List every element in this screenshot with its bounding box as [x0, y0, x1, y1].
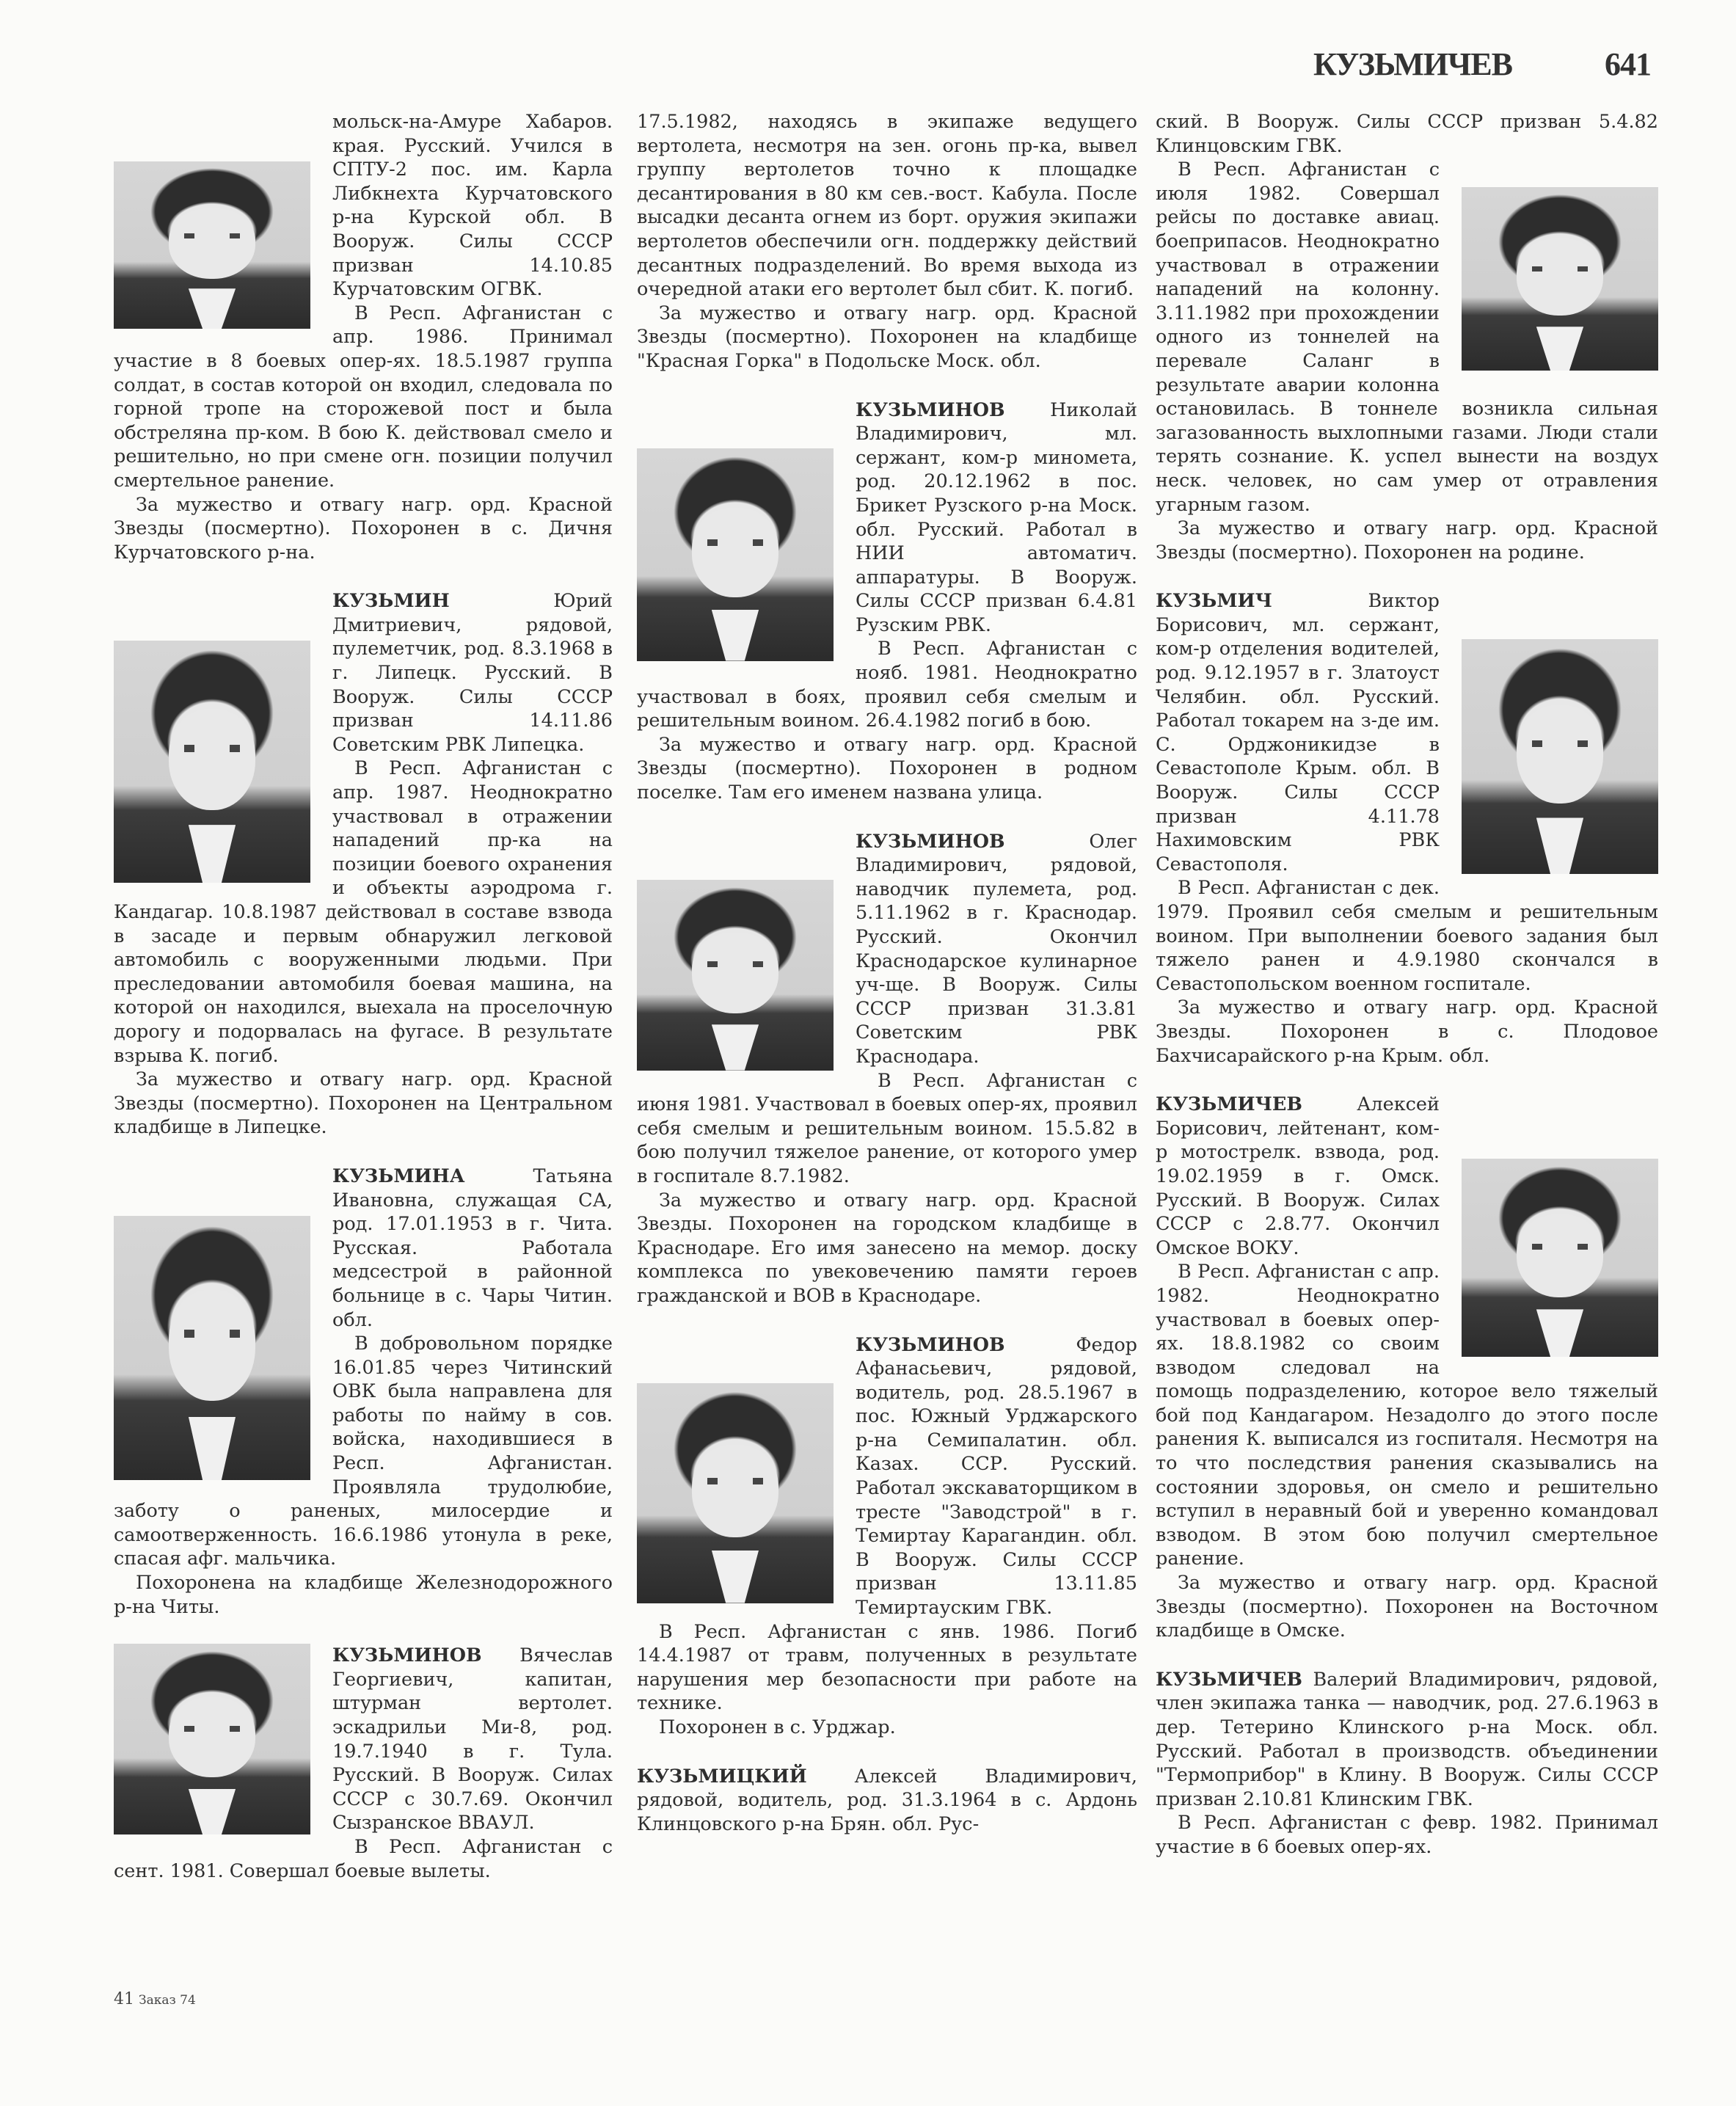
running-header — [1313, 45, 1651, 83]
surname: КУЗЬМИЦКИЙ — [637, 1765, 807, 1788]
paragraph: За мужество и отвагу нагр. орд. Красной Звезды (посмертно). Похоронен на Центральном кладбище в Липецке. — [114, 1068, 613, 1139]
running-header-title: КУЗЬМИЧЕВ — [1313, 46, 1513, 82]
paragraph: В Респ. Афганистан с янв. 1986. Погиб 14.4.1987 от травм, полученных в результате нарушения мер безопасности при работе на технике. — [637, 1620, 1137, 1715]
entry-lead: КУЗЬМИНОВ Олег Владимирович, рядовой, наводчик пулемета, род. 5.11.1962 в г. Краснодар. Русский. Окончил Краснодарское кулинарное уч-ще. В Вооруж. Силы СССР призван 31.3.81 Советским РВК Краснодара. — [637, 830, 1137, 1069]
paragraph: За мужество и отвагу нагр. орд. Красной Звезды (посмертно). Похоронен на кладбище "Красная Горка" в Подольске Моск. обл. — [637, 302, 1137, 372]
entry-kuzminov-vyacheslav — [114, 1644, 613, 1883]
entry-lead: КУЗЬМИЦКИЙ Алексей Владимирович, рядовой, водитель, род. 31.3.1964 в с. Ардонь Клинцовского р-на Брян. обл. Рус- — [637, 1765, 1137, 1835]
page-number: 641 — [1605, 46, 1651, 82]
entry-lead: КУЗЬМИН Юрий Дмитриевич, рядовой, пулеметчик, род. 8.3.1968 в г. Липецк. Русский. В Вооруж. Силы СССР призван 14.11.86 Советским РВК Липецка. — [114, 589, 613, 757]
entry-continued — [637, 110, 1137, 374]
surname: КУЗЬМИНОВ — [856, 398, 1005, 421]
paragraph: Похоронена на кладбище Железнодорожного р-на Читы. — [114, 1572, 613, 1618]
paragraph: В Респ. Афганистан с июня 1981. Участвовал в боевых опер-ях, проявил себя смелым и решительным воином. 15.5.82 в бою получил тяжелое ранение, от которого умер в госпитале 8.7.1982. — [637, 1069, 1137, 1187]
portrait-photo — [637, 880, 834, 1071]
paragraph: Похоронен в с. Урджар. — [659, 1716, 896, 1738]
portrait-photo — [637, 448, 834, 661]
surname: КУЗЬМИНОВ — [856, 830, 1005, 853]
column-3 — [1156, 110, 1658, 1884]
paragraph: мольск-на-Амуре Хабаров. края. Русский. Учился в СПТУ-2 пос. им. Карла Либкнехта Курчатовского р-на Курской обл. В Вооруж. Силы СССР призван 14.10.85 Курчатовским ОГВК. — [114, 110, 613, 302]
paragraph: В Респ. Афганистан с сент. 1981. Совершал боевые вылеты. — [114, 1835, 613, 1882]
column-2 — [637, 110, 1137, 1861]
portrait-photo — [1462, 187, 1658, 371]
surname: КУЗЬМИН — [332, 590, 450, 613]
paragraph: ский. В Вооруж. Силы СССР призван 5.4.82 Клинцовским ГВК. — [1156, 111, 1658, 157]
paragraph: 17.5.1982, находясь в экипаже ведущего вертолета, несмотря на зен. огонь пр-ка, вывел группу вертолетов точно к площадке десантирования в 80 км сев.-вост. Кабула. После высадки десанта огнем из борт. оружия экипажи вертолетов обеспечили огн. поддержку действий десантных подразделений. Во время выхода из очередной атаки его вертолет был сбит. К. погиб. — [637, 111, 1137, 301]
surname: КУЗЬМИНОВ — [856, 1333, 1005, 1356]
entry-continued — [1156, 110, 1658, 564]
surname: КУЗЬМИНА — [332, 1165, 465, 1187]
paragraph: За мужество и отвагу нагр. орд. Красной Звезды (посмертно). Похоронен на Восточном кладбище в Омске. — [1156, 1572, 1658, 1642]
entry-kuzmichev-valery — [1156, 1668, 1658, 1859]
entry-kuzmin-yuri — [114, 589, 613, 1140]
paragraph: За мужество и отвагу нагр. орд. Красной Звезды (посмертно). Похоронен на родине. — [1156, 517, 1658, 564]
entry-lead: КУЗЬМИЧЕВ Валерий Владимирович, рядовой, член экипажа танка — наводчик, род. 27.6.1963 в дер. Тетерино Клинского р-на Моск. обл. Русский. Работал в производств. объединении "Термоприбор" в Клину. В Вооруж. Силы СССР призван 2.10.81 Клинским ГВК. — [1156, 1668, 1658, 1810]
entry-kuzmich-viktor — [1156, 589, 1658, 1068]
portrait-photo — [114, 1644, 310, 1834]
order-label: Заказ 74 — [139, 1993, 196, 2008]
entry-kuzminov-fedor — [637, 1333, 1137, 1740]
portrait-photo — [114, 1216, 310, 1480]
surname: КУЗЬМИЧ — [1156, 590, 1272, 613]
entry-lead: КУЗЬМИЧ Виктор Борисович, мл. сержант, ком-р отделения водителей, род. 9.12.1957 в г. Златоуст Челябин. обл. Русский. Работал токарем на з-де им. С. Орджоникидзе в Севастополе Крым. обл. В Вооруж. Силы СССР призван 4.11.78 Нахимовским РВК Севастополя. — [1156, 589, 1658, 876]
paragraph: В Респ. Афганистан с апр. 1982. Неоднократно участвовал в боевых опер-ях. 18.8.1982 со своим взводом следовал на помощь подразделению, которое вело тяжелый бой под Кандагаром. Незадолго до этого после ранения К. выписался из госпиталя. Несмотря на то что последствия ранения сказывались на состоянии здоровья, он смело и решительно вступил в неравный бой и уверенно командовал взводом. В этом бою получил смертельное ранение. — [1156, 1261, 1658, 1570]
entry-kuzmina-tatyana — [114, 1165, 613, 1619]
paragraph: В Респ. Афганистан с апр. 1986. Принимал участие в 8 боевых опер-ях. 18.5.1987 группа солдат, в состав которой он входил, следовала по горной тропе на сторожевой пост и была обстреляна пр-ком. В бою К. действовал смело и решительно, но при смене огн. позиции получил смертельное ранение. — [114, 302, 613, 492]
entry-kuzminov-nikolai — [637, 398, 1137, 805]
paragraph: За мужество и отвагу нагр. орд. Красной Звезды. Похоронен на городском кладбище в Краснодаре. Его имя занесено на мемор. доску комплекса по увековечению памяти героев гражданской и ВОВ в Краснодаре. — [637, 1189, 1137, 1307]
surname: КУЗЬМИЧЕВ — [1156, 1093, 1302, 1116]
portrait-photo — [114, 161, 310, 329]
signature-number: 41 — [114, 1990, 134, 2008]
entry-kuzminov-oleg — [637, 830, 1137, 1308]
entry-kuzmitsky-aleksei — [637, 1765, 1137, 1837]
paragraph: В Респ. Афганистан с апр. 1987. Неоднократно участвовал в отражении нападений пр-ка на позиции боевого охранения и объекты аэродрома г. Кандагар. 10.8.1987 действовал в составе взвода в засаде и первым обнаружил легковой автомобиль с вооруженными людьми. При преследовании автомобиля боевая машина, на которой он находился, выехала на проселочную дорогу и подорвалась на фугасе. В результате взрыва К. погиб. — [114, 757, 613, 1067]
paragraph: В Респ. Афганистан с июля 1982. Совершал рейсы по доставке авиац. боеприпасов. Неоднократно участвовал в отражении нападений на колонну. 3.11.1982 при прохождении одного из тоннелей на перевале Саланг в результате аварии колонна остановилась. В тоннеле возникла сильная загазованность выхлопными газами. Люди стали терять сознание. К. успел вынести на воздух неск. человек, но сам умер от отравления угарным газом. — [1156, 159, 1658, 516]
paragraph: За мужество и отвагу нагр. орд. Красной Звезды. Похоронен в с. Плодовое Бахчисарайского р-на Крым. обл. — [1156, 996, 1658, 1067]
paragraph: В добровольном порядке 16.01.85 через Читинский ОВК была направлена для работы по найму в сов. войска, находившиеся в Респ. Афганистан. Проявляла трудолюбие, заботу о раненых, милосердие и самоотверженность. 16.6.1986 утонула в реке, спасая афг. мальчика. — [114, 1333, 613, 1570]
paragraph: За мужество и отвагу нагр. орд. Красной Звезды (посмертно). Похоронен в с. Дичня Курчатовского р-на. — [114, 493, 613, 564]
portrait-photo — [114, 641, 310, 883]
portrait-photo — [1462, 1159, 1658, 1357]
surname: КУЗЬМИЧЕВ — [1156, 1668, 1302, 1691]
entry-lead: КУЗЬМИНОВ Вячеслав Георгиевич, капитан, штурман вертолет. эскадрильи Ми-8, род. 19.7.1940 в г. Тула. Русский. В Вооруж. Силах СССР с 30.7.69. Окончил Сызранское ВВАУЛ. — [114, 1644, 613, 1835]
paragraph: В Респ. Афганистан с дек. 1979. Проявил себя смелым и решительным воином. При выполнении боевого задания был тяжело ранен и 4.9.1980 скончался в Севастопольском военном госпитале. — [1156, 877, 1658, 995]
entry-lead: КУЗЬМИЧЕВ Алексей Борисович, лейтенант, ком-р мотострелк. взвода, род. 19.02.1959 в г. Омск. Русский. В Вооруж. Силах СССР с 2.8.77. Окончил Омское ВОКУ. — [1156, 1093, 1658, 1260]
portrait-photo — [1462, 639, 1658, 874]
column-1 — [114, 110, 613, 1908]
printer-signature — [114, 1990, 196, 2008]
paragraph: За мужество и отвагу нагр. орд. Красной Звезды (посмертно). Похоронен в родном поселке. Там его именем названа улица. — [637, 733, 1137, 804]
entry-lead: КУЗЬМИНА Татьяна Ивановна, служащая СА, род. 17.01.1953 в г. Чита. Русская. Работала медсестрой в районной больнице в с. Чары Читин. обл. — [114, 1165, 613, 1332]
surname: КУЗЬМИНОВ — [332, 1644, 482, 1667]
paragraph: В Респ. Афганистан с февр. 1982. Принимал участие в 6 боевых опер-ях. — [1156, 1812, 1658, 1858]
entry-lead: КУЗЬМИНОВ Федор Афанасьевич, рядовой, водитель, род. 28.5.1967 в пос. Южный Урджарского р-на Семипалатин. обл. Казах. ССР. Русский. Работал экскаваторщиком в тресте "Заводстрой" в г. Темиртау Карагандин. обл. В Вооруж. Силы СССР призван 13.11.85 Темиртауским ГВК. — [637, 1333, 1137, 1620]
entry-lead: КУЗЬМИНОВ Николай Владимирович, мл. сержант, ком-р миномета, род. 20.12.1962 в пос. Брикет Рузского р-на Моск. обл. Русский. Работал в НИИ автоматич. аппаратуры. В Вооруж. Силы СССР призван 6.4.81 Рузским РВК. — [637, 398, 1137, 638]
portrait-photo — [637, 1383, 834, 1603]
entry-continued — [114, 110, 613, 564]
paragraph: В Респ. Афганистан с нояб. 1981. Неоднократно участвовал в боях, проявил себя смелым и решительным воином. 26.4.1982 погиб в бою. — [637, 638, 1137, 732]
entry-kuzmichev-aleksei — [1156, 1093, 1658, 1643]
